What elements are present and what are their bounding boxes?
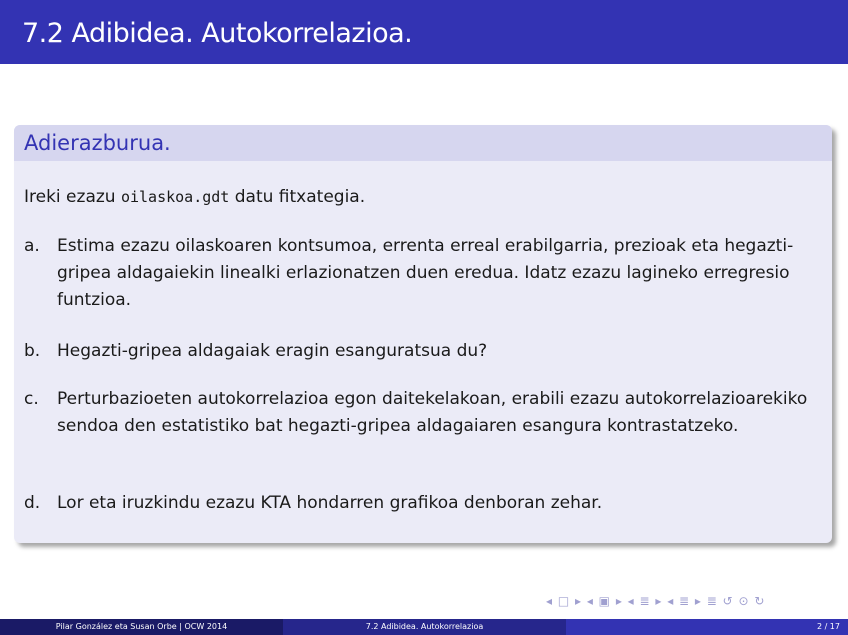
footer-authors: Pilar González eta Susan Orbe | OCW 2014 <box>0 619 283 635</box>
item-text: Hegazti-gripea aldagaiak eragin esanguratsua du? <box>57 341 488 361</box>
item-label: d. <box>24 493 41 513</box>
footer-bar <box>0 619 848 635</box>
footer-page-container <box>566 619 848 635</box>
data-file-name: oilaskoa.gdt <box>120 188 230 206</box>
example-block <box>14 125 832 543</box>
navigation-symbols[interactable]: ◂ □ ▸ ◂ ▣ ▸ ◂ ≣ ▸ ◂ ≣ ▸ ≣ ↺ ⊙ ↻ <box>546 594 766 608</box>
block-title: Adierazburua. <box>24 131 171 155</box>
intro-pre: Ireki ezazu <box>24 187 121 207</box>
slide-title: 7.2 Adibidea. Autokorrelazioa. <box>22 18 413 49</box>
page-number: 2 / 17 <box>816 622 840 631</box>
item-text: Estima ezazu oilaskoaren kontsumoa, errenta erreal erabilgarria, prezioak eta hegazti-gripea aldagaiekin linealki erlazionatzen duen eredua. Idatz ezazu lagineko erregresio funtzioa. <box>57 236 794 310</box>
item-label: c. <box>24 389 39 409</box>
block-header <box>14 125 832 161</box>
title-bar <box>0 0 848 64</box>
footer-section: 7.2 Adibidea. Autokorrelazioa <box>283 619 566 635</box>
intro-post: datu fitxategia. <box>229 187 366 207</box>
item-text: Perturbazioeten autokorrelazioa egon daitekelakoan, erabili ezazu autokorrelazioarekiko sendoa den estatistiko bat hegazti-gripea aldagaiaren esangura kontrastatzeko. <box>57 389 808 436</box>
item-label: a. <box>24 236 40 256</box>
item-label: b. <box>24 341 41 361</box>
intro-text <box>24 184 824 211</box>
item-text: Lor eta iruzkindu ezazu KTA hondarren grafikoa denboran zehar. <box>57 493 603 513</box>
